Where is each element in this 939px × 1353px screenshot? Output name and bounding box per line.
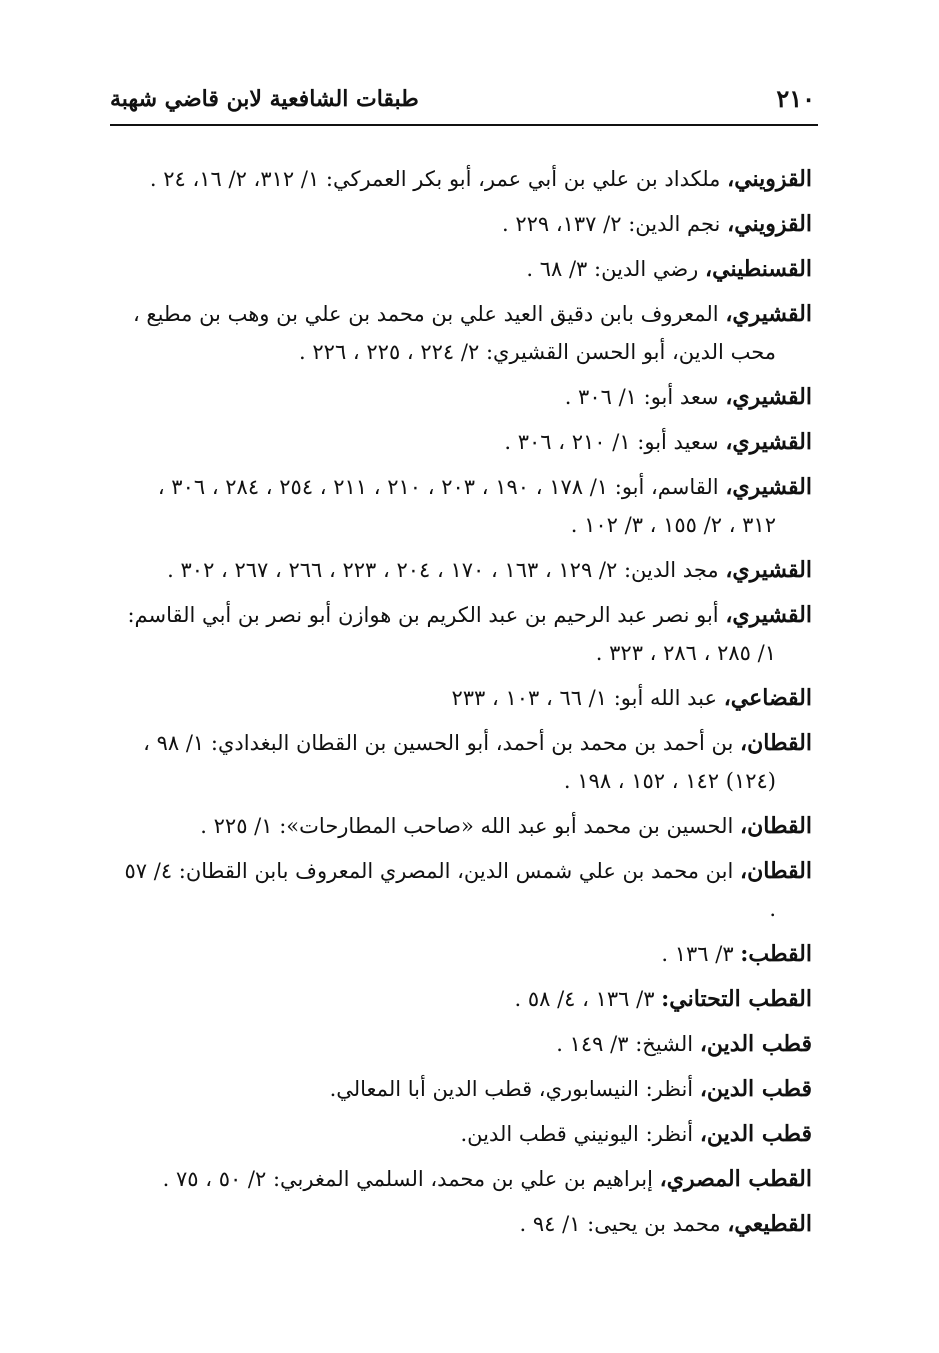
entry-body: ٣/ ١٣٦ ، ٤/ ٥٨ . — [514, 987, 655, 1011]
entry-head: القشيري، — [725, 557, 812, 583]
header-divider — [110, 124, 818, 126]
entry-head: القطان، — [740, 813, 812, 839]
index-entry — [120, 468, 812, 544]
entry-head: القزويني، — [727, 211, 812, 237]
index-entry — [120, 1025, 812, 1063]
index-entry — [120, 1160, 812, 1198]
entry-body: القاسم، أبو: ١/ ١٧٨ ، ١٩٠ ، ٢٠٣ ، ٢١٠ ، ٢١١ ، ٢٥٤ ، ٢٨٤ ، ٣٠٦ ، ٣١٢ ، ٢/ ١٥٥ ، ٣/ ١٠٢ . — [157, 475, 776, 537]
entry-body: المعروف بابن دقيق العيد علي بن محمد بن علي بن وهب بن مطيع ، محب الدين، أبو الحسن القشيري: ٢/ ٢٢٤ ، ٢٢٥ ، ٢٢٦ . — [132, 302, 776, 364]
entry-body: بن أحمد بن محمد بن أحمد، أبو الحسين بن القطان البغدادي: ١/ ٩٨ ، (١٢٤) ١٤٢ ، ١٥٢ ، ١٩٨ . — [143, 731, 776, 793]
entry-head: القطان، — [740, 730, 812, 756]
entry-body: ابن محمد بن علي شمس الدين، المصري المعروف بابن القطان: ٤/ ٥٧ . — [124, 859, 776, 921]
entry-head: القطب: — [740, 941, 812, 967]
entry-body: أنظر: اليونيني قطب الدين. — [460, 1122, 694, 1146]
entry-body: أبو نصر عبد الرحيم بن عبد الكريم بن هوازن أبو نصر بن أبي القاسم: ١/ ٢٨٥ ، ٢٨٦ ، ٣٢٣ . — [127, 603, 776, 665]
entry-body: الشيخ: ٣/ ١٤٩ . — [556, 1032, 694, 1056]
entry-body: رضي الدين: ٣/ ٦٨ . — [526, 257, 699, 281]
index-entry — [120, 295, 812, 371]
entry-head: القسنطيني، — [705, 256, 812, 282]
entry-head: القشيري، — [725, 429, 812, 455]
index-list — [120, 160, 812, 1250]
index-entry — [120, 1205, 812, 1243]
entry-head: القزويني، — [727, 166, 812, 192]
index-entry — [120, 250, 812, 288]
entry-head: القطيعي، — [727, 1211, 812, 1237]
index-entry — [120, 160, 812, 198]
index-entry — [120, 423, 812, 461]
index-entry — [120, 980, 812, 1018]
entry-body: سعيد أبو: ١/ ٢١٠ ، ٣٠٦ . — [504, 430, 719, 454]
entry-head: القشيري، — [725, 301, 812, 327]
entry-body: محمد بن يحيى: ١/ ٩٤ . — [519, 1212, 721, 1236]
index-entry — [120, 935, 812, 973]
running-title: طبقات الشافعية لابن قاضي شهبة — [110, 86, 419, 112]
entry-head: القطان، — [740, 858, 812, 884]
index-entry — [120, 724, 812, 800]
entry-head: القشيري، — [725, 384, 812, 410]
entry-body: سعد أبو: ١/ ٣٠٦ . — [564, 385, 719, 409]
entry-body: عبد الله أبو: ١/ ٦٦ ، ١٠٣ ، ٢٣٣ — [451, 686, 718, 710]
entry-head: القشيري، — [725, 602, 812, 628]
index-entry — [120, 1070, 812, 1108]
entry-body: إبراهيم بن علي بن محمد، السلمي المغربي: ٢/ ٥٠ ، ٧٥ . — [162, 1167, 653, 1191]
entry-body: الحسين بن محمد أبو عبد الله «صاحب المطارحات»: ١/ ٢٢٥ . — [200, 814, 734, 838]
index-entry — [120, 679, 812, 717]
index-entry — [120, 378, 812, 416]
index-entry — [120, 596, 812, 672]
entry-head: قطب الدين، — [699, 1121, 812, 1147]
index-entry — [120, 807, 812, 845]
entry-body: أنظر: النيسابوري، قطب الدين أبا المعالي. — [329, 1077, 694, 1101]
entry-body: مجد الدين: ٢/ ١٢٩ ، ١٦٣ ، ١٧٠ ، ٢٠٤ ، ٢٢٣ ، ٢٦٦ ، ٢٦٧ ، ٣٠٢ . — [167, 558, 719, 582]
index-entry — [120, 205, 812, 243]
entry-body: ملكداد بن علي بن أبي عمر، أبو بكر العمركي: ١/ ٣١٢، ٢/ ١٦، ٢٤ . — [149, 167, 721, 191]
page-header — [110, 84, 815, 120]
entry-head: قطب الدين، — [699, 1031, 812, 1057]
entry-head: القشيري، — [725, 474, 812, 500]
index-entry — [120, 1115, 812, 1153]
index-entry — [120, 852, 812, 928]
entry-head: القضاعي، — [723, 685, 812, 711]
page-number: ٢١٠ — [776, 84, 815, 113]
entry-head: القطب المصري، — [659, 1166, 812, 1192]
entry-head: القطب التحتاني: — [661, 986, 812, 1012]
entry-head: قطب الدين، — [699, 1076, 812, 1102]
entry-body: نجم الدين: ٢/ ١٣٧، ٢٢٩ . — [501, 212, 721, 236]
index-entry — [120, 551, 812, 589]
entry-body: ٣/ ١٣٦ . — [661, 942, 734, 966]
